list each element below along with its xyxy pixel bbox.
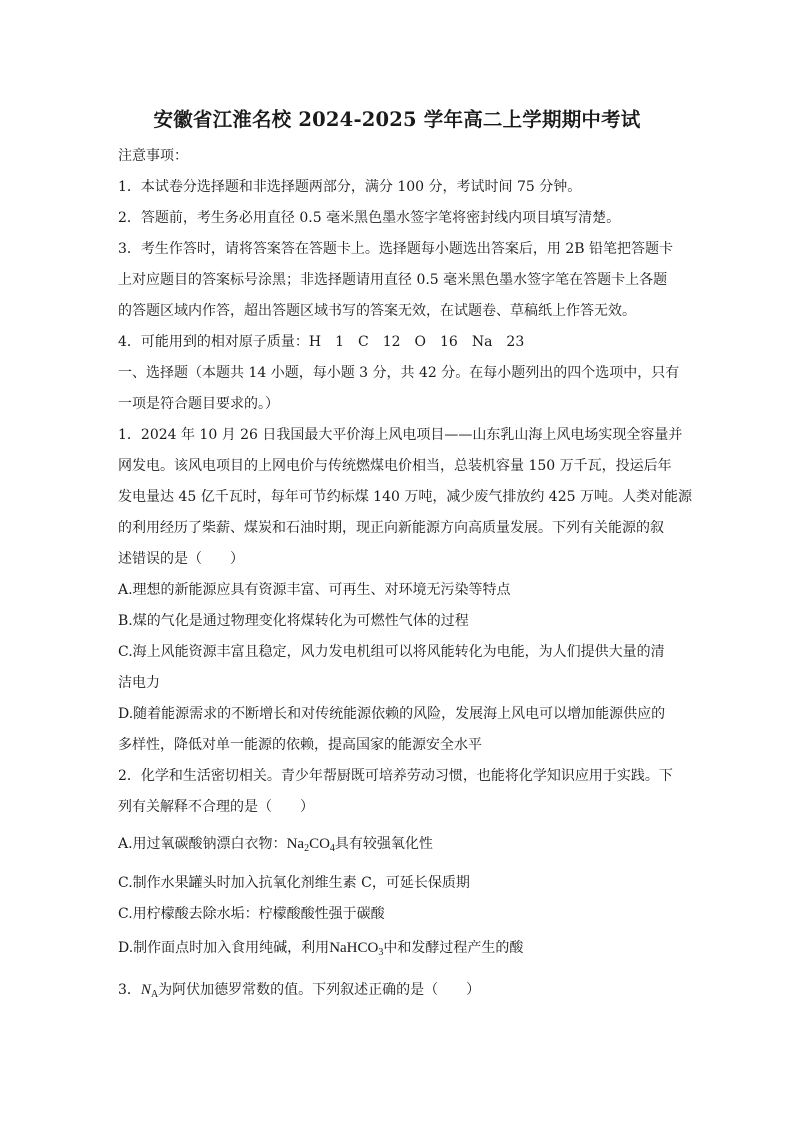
q2-option-b: C.制作水果罐头时加入抗氧化剂维生素 C，可延长保质期 xyxy=(118,875,470,891)
q1-option-a: A.理想的新能源应具有资源丰富、可再生、对环境无污染等特点 xyxy=(118,582,511,598)
q2-line-1: 2．化学和生活密切相关。青少年帮厨既可培养劳动习惯，也能将化学知识应用于实践。下 xyxy=(118,768,673,784)
q2-line-2: 列有关解释不合理的是（ ） xyxy=(118,799,314,815)
note-3-line-3: 的答题区域内作答，超出答题区域书写的答案无效，在试题卷、草稿纸上作答无效。 xyxy=(118,303,636,319)
q2-option-d-prefix: D.制作面点时加入食用纯碱，利用 xyxy=(118,940,330,956)
q2-option-a xyxy=(118,834,433,859)
note-1: 1．本试卷分选择题和非选择题两部分，满分 100 分，考试时间 75 分钟。 xyxy=(118,179,582,195)
symbol-part: N xyxy=(140,982,151,998)
q1-option-c-line-2: 洁电力 xyxy=(118,675,160,691)
q3-text: 为阿伏加德罗常数的值。下列叙述正确的是（ ） xyxy=(158,982,481,998)
notes-heading: 注意事项： xyxy=(118,148,188,164)
q3-line-1 xyxy=(118,980,480,1005)
formula-subscript: 3 xyxy=(378,947,384,958)
note-3-line-1: 3．考生作答时，请将答案答在答题卡上。选择题每小题选出答案后，用 2B 铅笔把答题卡 xyxy=(118,241,674,257)
q1-option-d-line-2: 多样性，降低对单一能源的依赖，提高国家的能源安全水平 xyxy=(118,737,482,753)
q1-line-2: 网发电。该风电项目的上网电价与传统燃煤电价相当，总装机容量 150 万千瓦，投运后年 xyxy=(118,458,672,474)
q1-option-d-line-1: D.随着能源需求的不断增长和对传统能源依赖的风险，发展海上风电可以增加能源供应的 xyxy=(118,706,666,722)
q1-line-1: 1．2024 年 10 月 26 日我国最大平价海上风电项目——山东乳山海上风电场实现全容量并 xyxy=(118,427,683,443)
avogadro-symbol xyxy=(141,982,158,998)
q2-option-d-formula xyxy=(329,940,383,956)
q2-option-a-suffix: 具有较强氧化性 xyxy=(334,836,433,852)
section-1-line-1: 一、选择题（本题共 14 小题，每小题 3 分，共 42 分。在每小题列出的四个选项中，只有 xyxy=(118,365,680,381)
q2-option-a-prefix: A.用过氧碳酸钠漂白衣物： xyxy=(118,836,287,852)
formula-part: Na xyxy=(286,836,305,852)
q1-line-3: 发电量达 45 亿千瓦时，每年可节约标煤 140 万吨，减少废气排放约 425 万吨。人类对能源 xyxy=(118,489,692,505)
formula-subscript: 2 xyxy=(304,843,310,854)
q1-line-5: 述错误的是（ ） xyxy=(118,551,244,567)
q2-option-d xyxy=(118,938,523,963)
formula-part: NaHCO xyxy=(329,940,379,956)
q1-line-4: 的利用经历了柴薪、煤炭和石油时期，现正向新能源方向高质量发展。下列有关能源的叙 xyxy=(118,520,664,536)
q2-option-a-formula xyxy=(287,836,335,852)
formula-subscript: 4 xyxy=(329,843,335,854)
page-title: 安徽省江淮名校 2024-2025 学年高二上学期期中考试 xyxy=(153,108,641,131)
section-1-line-2: 一项是符合题目要求的。） xyxy=(118,396,279,412)
q3-number: 3． xyxy=(118,982,141,998)
q1-option-c-line-1: C.海上风能资源丰富且稳定，风力发电机组可以将风能转化为电能，为人们提供大量的清 xyxy=(118,644,665,660)
q2-option-c: C.用柠檬酸去除水垢：柠檬酸酸性强于碳酸 xyxy=(118,906,385,922)
note-2: 2．答题前，考生务必用直径 0.5 毫米黑色墨水签字笔将密封线内项目填写清楚。 xyxy=(118,210,621,226)
formula-part: CO xyxy=(309,836,330,852)
q1-option-b: B.煤的气化是通过物理变化将煤转化为可燃性气体的过程 xyxy=(118,613,469,629)
symbol-subscript: A xyxy=(150,989,159,1000)
q2-option-d-suffix: 中和发酵过程产生的酸 xyxy=(383,940,524,956)
note-3-line-2: 上对应题目的答案标号涂黑；非选择题请用直径 0.5 毫米黑色墨水签字笔在答题卡上各题 xyxy=(118,272,668,288)
note-4: 4．可能用到的相对原子质量：H 1 C 12 O 16 Na 23 xyxy=(118,334,525,350)
